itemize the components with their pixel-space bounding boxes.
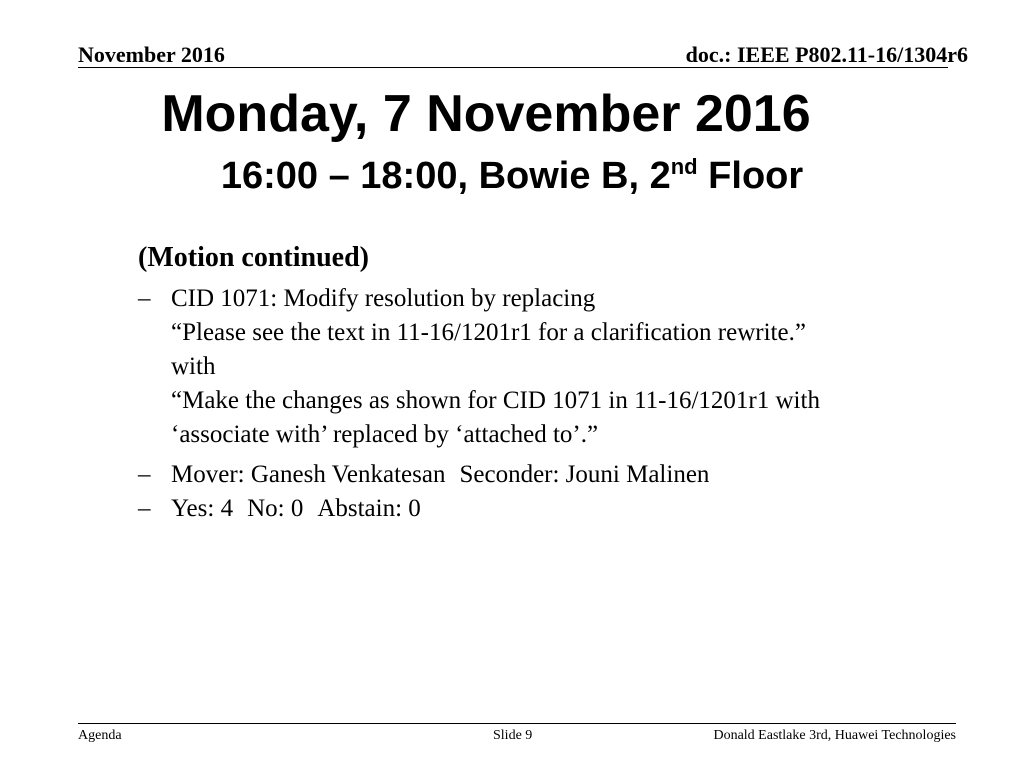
footer-section: Agenda: [78, 728, 122, 743]
footer-divider: [78, 723, 956, 724]
bullet-line: ‘associate with’ replaced by ‘attached to’.”: [171, 421, 599, 448]
footer-author: Donald Eastlake 3rd, Huawei Technologies: [713, 728, 956, 743]
vote-no: No: 0: [247, 495, 304, 522]
slide-body: [138, 236, 958, 526]
subtitle-ordinal-suffix: nd: [670, 154, 698, 179]
header-doc-id: doc.: IEEE P802.11-16/1304r6: [685, 42, 968, 67]
subtitle-prefix: 16:00 – 18:00, Bowie B, 2: [220, 155, 671, 197]
header-date: November 2016: [78, 42, 225, 67]
bullet-line: [171, 458, 958, 492]
vote-yes: Yes: 4: [171, 495, 234, 522]
slide-subtitle: [0, 152, 1024, 205]
subtitle-suffix: Floor: [697, 155, 804, 197]
bullet-vote-result: [138, 492, 958, 526]
bullet-line: [171, 492, 958, 526]
bullet-line: CID 1071: Modify resolution by replacing: [171, 285, 596, 312]
body-heading: (Motion continued): [138, 242, 369, 273]
bullet-dash: –: [138, 285, 151, 312]
footer-slide-number: Slide 9: [493, 728, 533, 743]
bullet-line: “Please see the text in 11-16/1201r1 for a clarification rewrite.”: [171, 319, 806, 346]
seconder-text: Seconder: Jouni Malinen: [459, 461, 710, 488]
bullet-dash: –: [138, 461, 151, 488]
bullet-mover-seconder: [138, 458, 958, 492]
mover-text: Mover: Ganesh Venkatesan: [171, 461, 446, 488]
vote-abstain: Abstain: 0: [317, 495, 421, 522]
bullet-line: “Make the changes as shown for CID 1071 in 11-16/1201r1 with: [171, 387, 820, 414]
bullet-dash: –: [138, 495, 151, 522]
bullet-cid-1071: [138, 282, 958, 452]
title-main: Monday, 7 November 2016: [161, 85, 811, 143]
bullet-line: with: [171, 353, 216, 380]
slide-title: [0, 84, 1023, 144]
header-divider: [78, 67, 948, 68]
